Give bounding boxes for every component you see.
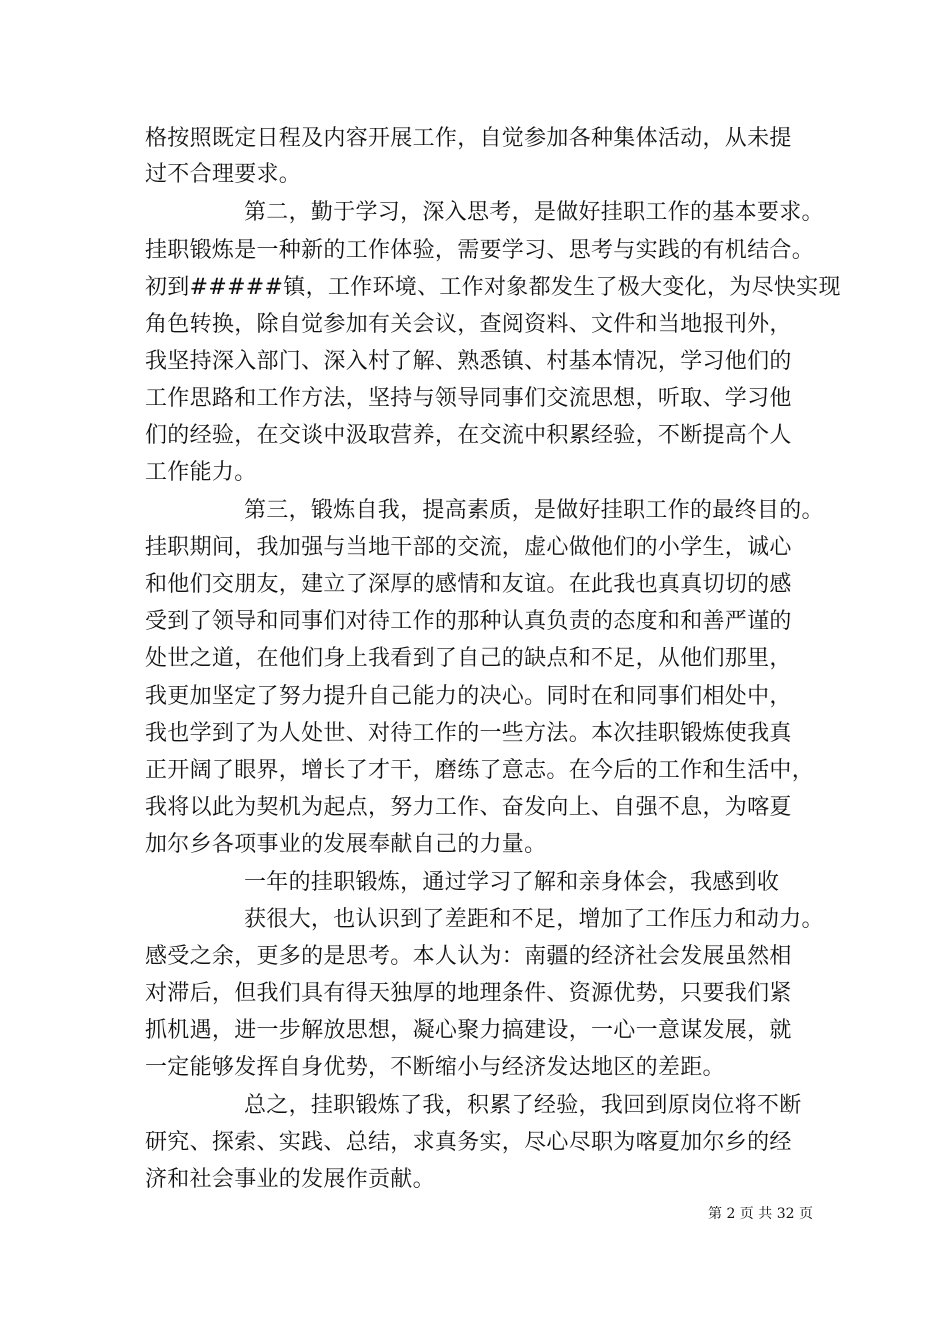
paragraph-start-line: 第三，锻炼自我，提高素质，是做好挂职工作的最终目的。	[244, 498, 824, 523]
body-text-line: 抓机遇，进一步解放思想，凝心聚力搞建设，一心一意谋发展，就	[145, 1018, 792, 1043]
paragraph-start-line: 第二，勤于学习，深入思考，是做好挂职工作的基本要求。	[244, 200, 824, 225]
body-text-line: 和他们交朋友，建立了深厚的感情和友谊。在此我也真真切切的感	[145, 572, 792, 597]
body-text-line: 初到#####镇，工作环境、工作对象都发生了极大变化，为尽快实现	[145, 275, 841, 300]
body-text-line: 过不合理要求。	[145, 162, 302, 187]
paragraph-start-line: 总之，挂职锻炼了我，积累了经验，我回到原岗位将不断	[244, 1093, 802, 1118]
body-text-line: 我也学到了为人处世、对待工作的一些方法。本次挂职锻炼使我真	[145, 721, 792, 746]
body-text-line: 受到了领导和同事们对待工作的那种认真负责的态度和和善严谨的	[145, 609, 792, 634]
body-text-line: 济和社会事业的发展作贡献。	[145, 1167, 435, 1192]
body-text-line: 我将以此为契机为起点，努力工作、奋发向上、自强不息，为喀夏	[145, 795, 792, 820]
paragraph-start-line: 一年的挂职锻炼，通过学习了解和亲身体会，我感到收	[244, 870, 780, 895]
page-number-footer: 第 2 页 共 32 页	[708, 1206, 813, 1222]
body-text-line: 们的经验，在交谈中汲取营养，在交流中积累经验，不断提高个人	[145, 423, 792, 448]
body-text-line: 加尔乡各项事业的发展奉献自己的力量。	[145, 832, 547, 857]
body-text-line: 挂职锻炼是一种新的工作体验，需要学习、思考与实践的有机结合。	[145, 238, 815, 263]
body-text-line: 获很大，也认识到了差距和不足，增加了工作压力和动力。	[244, 907, 824, 932]
body-text-line: 我坚持深入部门、深入村了解、熟悉镇、村基本情况，学习他们的	[145, 349, 792, 374]
body-text-line: 研究、探索、实践、总结，求真务实，尽心尽职为喀夏加尔乡的经	[145, 1130, 792, 1155]
body-text-line: 一定能够发挥自身优势，不断缩小与经济发达地区的差距。	[145, 1055, 725, 1080]
body-text-line: 工作思路和工作方法，坚持与领导同事们交流思想，听取、学习他	[145, 386, 792, 411]
body-text-line: 角色转换，除自觉参加有关会议，查阅资料、文件和当地报刊外，	[145, 312, 792, 337]
body-text-line: 我更加坚定了努力提升自己能力的决心。同时在和同事们相处中，	[145, 684, 792, 709]
body-text-line: 感受之余，更多的是思考。本人认为：南疆的经济社会发展虽然相	[145, 944, 792, 969]
body-text-line: 正开阔了眼界，增长了才干，磨练了意志。在今后的工作和生活中，	[145, 758, 815, 783]
body-text-line: 挂职期间，我加强与当地干部的交流，虚心做他们的小学生，诚心	[145, 535, 792, 560]
body-text-line: 格按照既定日程及内容开展工作，自觉参加各种集体活动，从未提	[145, 126, 792, 151]
body-text-line: 对滞后，但我们具有得天独厚的地理条件、资源优势，只要我们紧	[145, 981, 792, 1006]
body-text-line: 处世之道，在他们身上我看到了自己的缺点和不足，从他们那里，	[145, 646, 792, 671]
body-text-line: 工作能力。	[145, 460, 257, 485]
